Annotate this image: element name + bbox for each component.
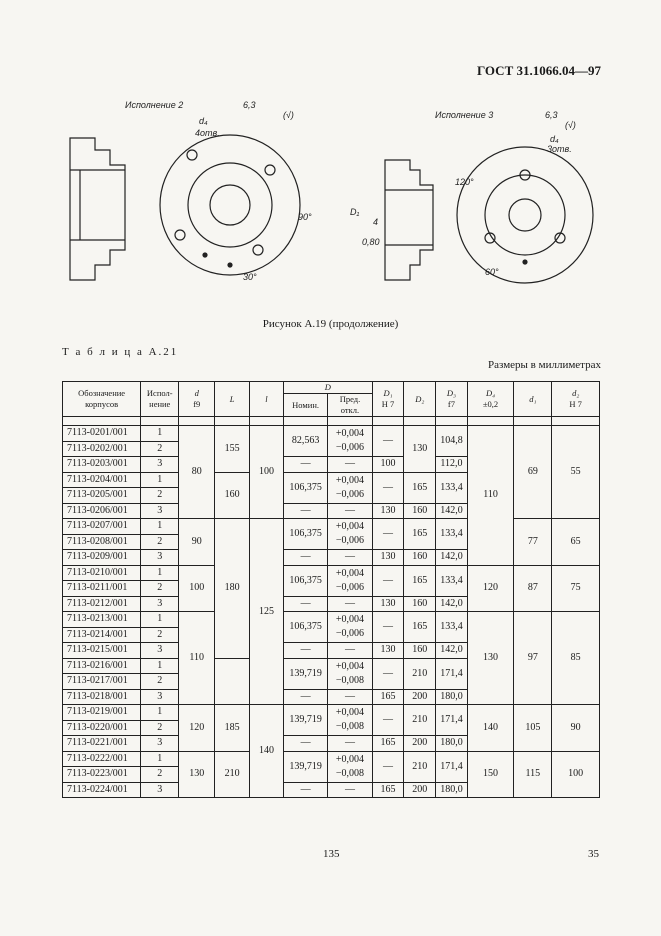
cell-d2: 55 xyxy=(552,426,600,519)
cell-version: 3 xyxy=(141,550,179,566)
v3-label: Исполнение 3 xyxy=(435,110,494,120)
cell-code: 7113-0211/001 xyxy=(63,581,141,597)
cell-D-dev: — xyxy=(328,503,372,519)
table-row xyxy=(63,612,600,628)
table-row xyxy=(63,519,600,535)
cell-D-dev: +0,004 −0,008 xyxy=(328,658,372,689)
cell-d: 100 xyxy=(179,565,215,612)
cell-D4: 171,4 xyxy=(436,705,468,736)
cell-d2: 75 xyxy=(552,565,600,612)
cell-D2: 200 xyxy=(404,736,436,752)
cell-code: 7113-0219/001 xyxy=(63,705,141,721)
cell-D2: 200 xyxy=(404,689,436,705)
cell-D2: 160 xyxy=(404,550,436,566)
cell-code: 7113-0214/001 xyxy=(63,627,141,643)
cell-D2: 210 xyxy=(404,751,436,782)
cell-code: 7113-0216/001 xyxy=(63,658,141,674)
cell-version: 1 xyxy=(141,426,179,442)
v2-face-outer xyxy=(160,135,300,275)
v3-section xyxy=(385,160,433,280)
cell-L: 210 xyxy=(215,751,250,798)
hdr-version: Испол-нение xyxy=(141,382,179,417)
v3-dim-080: 0,80 xyxy=(362,237,380,247)
v2-label: Исполнение 2 xyxy=(125,100,184,110)
cell-d2: 90 xyxy=(552,705,600,752)
cell-D-dev: +0,004 −0,006 xyxy=(328,565,372,596)
hdr-l: l xyxy=(250,382,284,417)
hdr-D: D xyxy=(283,382,372,394)
cell-D4: 142,0 xyxy=(436,503,468,519)
spacer-row xyxy=(63,417,600,426)
cell-d1: 77 xyxy=(514,519,552,566)
table-row xyxy=(63,751,600,767)
cell-D-dev: +0,004 −0,006 xyxy=(328,472,372,503)
cell-D-nom: 82,563 xyxy=(283,426,327,457)
cell-D1: 130 xyxy=(372,550,404,566)
cell-D1: — xyxy=(372,472,404,503)
hdr-D2: D₂ xyxy=(404,382,436,417)
cell-D1: — xyxy=(372,658,404,689)
cell-code: 7113-0210/001 xyxy=(63,565,141,581)
cell-code: 7113-0201/001 xyxy=(63,426,141,442)
cell-D-nom: — xyxy=(283,550,327,566)
cell-D-nom: — xyxy=(283,643,327,659)
cell-D3: 140 xyxy=(467,705,514,752)
cell-l: 100 xyxy=(250,426,284,519)
cell-D-dev: — xyxy=(328,782,372,798)
cell-L xyxy=(215,658,250,705)
cell-D2: 165 xyxy=(404,612,436,643)
cell-D2: 165 xyxy=(404,565,436,596)
cell-D4: 133,4 xyxy=(436,472,468,503)
cell-D4: 180,0 xyxy=(436,782,468,798)
cell-version: 3 xyxy=(141,457,179,473)
cell-D2: 165 xyxy=(404,472,436,503)
v2-angle-90: 90° xyxy=(298,212,312,222)
cell-D2: 160 xyxy=(404,596,436,612)
cell-code: 7113-0207/001 xyxy=(63,519,141,535)
cell-D1: 165 xyxy=(372,689,404,705)
table-row xyxy=(63,426,600,442)
cell-version: 2 xyxy=(141,488,179,504)
cell-D2: 160 xyxy=(404,503,436,519)
cell-D4: 133,4 xyxy=(436,519,468,550)
cell-D-dev: — xyxy=(328,689,372,705)
cell-version: 1 xyxy=(141,612,179,628)
cell-D-dev: +0,004 −0,006 xyxy=(328,612,372,643)
cell-D-dev: — xyxy=(328,596,372,612)
cell-D-dev: +0,004 −0,008 xyxy=(328,751,372,782)
dimensions-note: Размеры в миллиметрах xyxy=(488,359,601,371)
cell-D4: 142,0 xyxy=(436,596,468,612)
cell-D3: 150 xyxy=(467,751,514,798)
cell-D-nom: 106,375 xyxy=(283,519,327,550)
cell-version: 2 xyxy=(141,720,179,736)
cell-l: 125 xyxy=(250,519,284,705)
cell-version: 1 xyxy=(141,565,179,581)
dimensions-table xyxy=(62,381,600,798)
cell-d: 90 xyxy=(179,519,215,566)
cell-D-nom: 106,375 xyxy=(283,565,327,596)
cell-D2: 210 xyxy=(404,658,436,689)
cell-D2: 160 xyxy=(404,643,436,659)
hdr-D4: D₄ ±0,2 xyxy=(467,382,514,417)
v2-roughness: 6,3 xyxy=(243,100,256,110)
technical-drawing xyxy=(55,90,615,310)
cell-code: 7113-0209/001 xyxy=(63,550,141,566)
cell-version: 3 xyxy=(141,782,179,798)
hdr-code: Обозначение корпусов xyxy=(63,382,141,417)
cell-D1: — xyxy=(372,426,404,457)
cell-D-dev: — xyxy=(328,736,372,752)
cell-version: 2 xyxy=(141,581,179,597)
v2-holes: 4отв. xyxy=(195,128,220,138)
cell-D1: — xyxy=(372,519,404,550)
figure-caption: Рисунок А.19 (продолжение) xyxy=(262,318,399,330)
hdr-d: d f9 xyxy=(179,382,215,417)
cell-version: 3 xyxy=(141,596,179,612)
hdr-D1: D₁ H 7 xyxy=(372,382,404,417)
cell-version: 1 xyxy=(141,472,179,488)
cell-d2: 100 xyxy=(552,751,600,798)
cell-D-nom: — xyxy=(283,503,327,519)
cell-D-dev: +0,004 −0,006 xyxy=(328,519,372,550)
cell-D-nom: — xyxy=(283,782,327,798)
cell-d: 130 xyxy=(179,751,215,798)
hdr-d1: d₁ xyxy=(514,382,552,417)
v3-angle-60: 60° xyxy=(485,267,499,277)
cell-D-nom: 139,719 xyxy=(283,658,327,689)
cell-version: 2 xyxy=(141,674,179,690)
cell-code: 7113-0218/001 xyxy=(63,689,141,705)
v3-roughness-paren: (√) xyxy=(565,120,576,130)
cell-d1: 97 xyxy=(514,612,552,705)
table-title: Т а б л и ц а А.21 xyxy=(62,346,179,358)
cell-D1: — xyxy=(372,705,404,736)
hdr-D-dev: Пред. откл. xyxy=(328,394,372,417)
v3-angle-120: 120° xyxy=(455,177,474,187)
cell-code: 7113-0215/001 xyxy=(63,643,141,659)
cell-L: 160 xyxy=(215,472,250,519)
cell-d1: 87 xyxy=(514,565,552,612)
cell-D3: 110 xyxy=(467,426,514,566)
cell-D-nom: 106,375 xyxy=(283,612,327,643)
cell-d: 110 xyxy=(179,612,215,705)
cell-D-nom: — xyxy=(283,596,327,612)
v2-angle-30: 30° xyxy=(243,272,257,282)
cell-D4: 133,4 xyxy=(436,565,468,596)
cell-D2: 130 xyxy=(404,426,436,473)
cell-version: 3 xyxy=(141,736,179,752)
cell-D-nom: 106,375 xyxy=(283,472,327,503)
page-number-right: 35 xyxy=(588,848,599,860)
cell-D1: 130 xyxy=(372,643,404,659)
cell-D4: 171,4 xyxy=(436,658,468,689)
hdr-D-nom: Номин. xyxy=(283,394,327,417)
cell-version: 2 xyxy=(141,441,179,457)
cell-code: 7113-0203/001 xyxy=(63,457,141,473)
v2-roughness-paren: (√) xyxy=(283,110,294,120)
cell-D1: 100 xyxy=(372,457,404,473)
table-body xyxy=(63,417,600,798)
hdr-D3: D₃ f7 xyxy=(436,382,468,417)
cell-code: 7113-0221/001 xyxy=(63,736,141,752)
cell-d2: 65 xyxy=(552,519,600,566)
cell-version: 2 xyxy=(141,767,179,783)
cell-version: 3 xyxy=(141,503,179,519)
page-number-center: 135 xyxy=(323,848,340,860)
standard-header: ГОСТ 31.1066.04—97 xyxy=(476,63,601,78)
cell-D-nom: 139,719 xyxy=(283,705,327,736)
cell-D-nom: 139,719 xyxy=(283,751,327,782)
cell-D1: — xyxy=(372,565,404,596)
cell-D4: 142,0 xyxy=(436,643,468,659)
cell-version: 1 xyxy=(141,705,179,721)
cell-code: 7113-0212/001 xyxy=(63,596,141,612)
cell-D1: 130 xyxy=(372,596,404,612)
cell-D4: 112,0 xyxy=(436,457,468,473)
cell-L: 185 xyxy=(215,705,250,752)
v2-d4: d₄ xyxy=(199,116,208,126)
cell-D-nom: — xyxy=(283,736,327,752)
cell-code: 7113-0224/001 xyxy=(63,782,141,798)
cell-D2: 210 xyxy=(404,705,436,736)
cell-code: 7113-0205/001 xyxy=(63,488,141,504)
cell-version: 3 xyxy=(141,689,179,705)
cell-L: 180 xyxy=(215,519,250,659)
cell-D4: 171,4 xyxy=(436,751,468,782)
cell-D-dev: +0,004 −0,006 xyxy=(328,426,372,457)
cell-D4: 133,4 xyxy=(436,612,468,643)
cell-D1: 165 xyxy=(372,782,404,798)
v3-dim-4: 4 xyxy=(373,217,379,227)
cell-code: 7113-0213/001 xyxy=(63,612,141,628)
cell-d1: 105 xyxy=(514,705,552,752)
cell-D4: 180,0 xyxy=(436,736,468,752)
cell-d2: 85 xyxy=(552,612,600,705)
cell-L: 155 xyxy=(215,426,250,473)
cell-D2: 165 xyxy=(404,519,436,550)
cell-version: 1 xyxy=(141,519,179,535)
cell-D3: 130 xyxy=(467,612,514,705)
cell-D-dev: — xyxy=(328,643,372,659)
cell-version: 1 xyxy=(141,751,179,767)
cell-code: 7113-0220/001 xyxy=(63,720,141,736)
cell-D3: 120 xyxy=(467,565,514,612)
cell-D4: 142,0 xyxy=(436,550,468,566)
table-row xyxy=(63,705,600,721)
cell-D2: 200 xyxy=(404,782,436,798)
v2-section xyxy=(70,138,125,280)
cell-D4: 104,8 xyxy=(436,426,468,457)
cell-version: 1 xyxy=(141,658,179,674)
cell-D-nom: — xyxy=(283,689,327,705)
cell-d: 80 xyxy=(179,426,215,519)
cell-l: 140 xyxy=(250,705,284,798)
cell-D4: 180,0 xyxy=(436,689,468,705)
cell-D-dev: — xyxy=(328,457,372,473)
cell-D1: — xyxy=(372,612,404,643)
cell-d: 120 xyxy=(179,705,215,752)
cell-D-dev: +0,004 −0,008 xyxy=(328,705,372,736)
cell-version: 2 xyxy=(141,534,179,550)
cell-D1: — xyxy=(372,751,404,782)
v3-d1: D₁ xyxy=(350,207,360,217)
cell-D1: 165 xyxy=(372,736,404,752)
hdr-d2: d₂ H 7 xyxy=(552,382,600,417)
v3-holes: 3отв. xyxy=(547,144,572,154)
cell-version: 3 xyxy=(141,643,179,659)
cell-d1: 115 xyxy=(514,751,552,798)
cell-version: 2 xyxy=(141,627,179,643)
cell-code: 7113-0206/001 xyxy=(63,503,141,519)
cell-D-nom: — xyxy=(283,457,327,473)
cell-D-dev: — xyxy=(328,550,372,566)
cell-code: 7113-0222/001 xyxy=(63,751,141,767)
v3-roughness: 6,3 xyxy=(545,110,558,120)
cell-code: 7113-0217/001 xyxy=(63,674,141,690)
cell-code: 7113-0202/001 xyxy=(63,441,141,457)
v3-d4: d₄ xyxy=(550,134,559,144)
cell-code: 7113-0204/001 xyxy=(63,472,141,488)
cell-code: 7113-0208/001 xyxy=(63,534,141,550)
cell-D1: 130 xyxy=(372,503,404,519)
cell-d1: 69 xyxy=(514,426,552,519)
table-row xyxy=(63,565,600,581)
cell-code: 7113-0223/001 xyxy=(63,767,141,783)
hdr-L: L xyxy=(215,382,250,417)
